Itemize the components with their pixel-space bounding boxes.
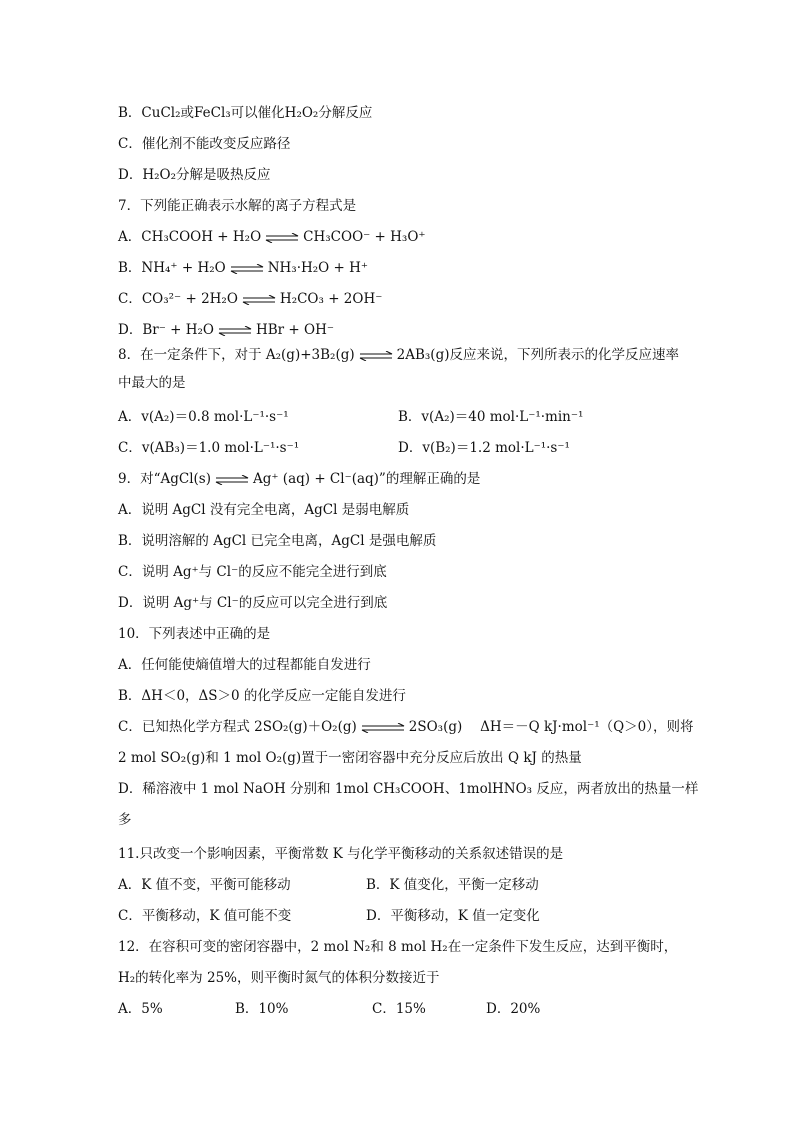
q8-option-a: A．v(A₂)＝0.8 mol·L⁻¹·s⁻¹ xyxy=(118,409,289,425)
q10-option-a: A．任何能使熵值增大的过程都能自发进行 xyxy=(118,657,371,673)
q8-stem-line2: 中最大的是 xyxy=(118,375,186,391)
q6-option-d: D．H₂O₂分解是吸热反应 xyxy=(118,167,271,183)
q10-stem: 10．下列表述中正确的是 xyxy=(118,626,271,642)
equilibrium-arrow-icon xyxy=(218,326,252,336)
q12-stem-line2: H₂的转化率为 25%，则平衡时氮气的体积分数接近于 xyxy=(118,970,440,986)
q9-stem: 9．对“AgCl(s) Ag⁺ (aq) + Cl⁻(aq)”的理解正确的是 xyxy=(118,471,481,487)
q6-option-c: C．催化剂不能改变反应路径 xyxy=(118,136,291,152)
q10-option-b: B．ΔH＜0，ΔS＞0 的化学反应一定能自发进行 xyxy=(118,688,406,704)
q8-option-c: C．v(AB₃)＝1.0 mol·L⁻¹·s⁻¹ xyxy=(118,440,300,456)
q11-stem: 11.只改变一个影响因素，平衡常数 K 与化学平衡移动的关系叙述错误的是 xyxy=(118,846,564,862)
q7-stem: 7．下列能正确表示水解的离子方程式是 xyxy=(118,198,357,214)
reaction-arrow-icon xyxy=(215,475,249,485)
reaction-arrow-icon xyxy=(359,351,393,361)
q6-option-b: B．CuCl₂或FeCl₃可以催化H₂O₂分解反应 xyxy=(118,105,373,121)
equilibrium-arrow-icon xyxy=(361,723,405,733)
equilibrium-arrow-icon xyxy=(230,264,264,274)
q9-option-b: B．说明溶解的 AgCl 已完全电离，AgCl 是强电解质 xyxy=(118,533,437,549)
q9-option-c: C．说明 Ag⁺与 Cl⁻的反应不能完全进行到底 xyxy=(118,564,387,580)
q8-option-b: B．v(A₂)＝40 mol·L⁻¹·min⁻¹ xyxy=(398,409,584,425)
q10-option-c-line2: 2 mol SO₂(g)和 1 mol O₂(g)置于一密闭容器中充分反应后放出 Q kJ 的热量 xyxy=(118,750,582,766)
q8-option-d: D．v(B₂)＝1.2 mol·L⁻¹·s⁻¹ xyxy=(398,440,570,456)
q10-option-d-line2: 多 xyxy=(118,812,132,828)
q9-option-d: D．说明 Ag⁺与 Cl⁻的反应可以完全进行到底 xyxy=(118,595,388,611)
q10-option-c: C．已知热化学方程式 2SO₂(g)＋O₂(g) 2SO₃(g) ΔH＝－Q kJ·mol⁻¹（Q＞0），则将 xyxy=(118,719,694,735)
q11-option-d: D．平衡移动，K 值一定变化 xyxy=(366,908,540,924)
q12-option-c: C．15% xyxy=(372,1001,426,1017)
q7-option-d: D．Br⁻ + H₂O HBr + OH⁻ xyxy=(118,322,334,338)
q11-option-b: B．K 值变化，平衡一定移动 xyxy=(366,877,539,893)
q12-stem: 12．在容积可变的密闭容器中，2 mol N₂和 8 mol H₂在一定条件下发生反应，达到平衡时， xyxy=(118,939,678,955)
q8-stem: 8．在一定条件下，对于 A₂(g)+3B₂(g) 2AB₃(g)反应来说，下列所表示的化学反应速率 xyxy=(118,347,679,363)
equilibrium-arrow-icon xyxy=(242,295,276,305)
q10-option-d: D．稀溶液中 1 mol NaOH 分别和 1mol CH₃COOH、1molHNO₃ 反应，两者放出的热量一样 xyxy=(118,781,699,797)
q7-option-b: B．NH₄⁺ + H₂O NH₃·H₂O + H⁺ xyxy=(118,260,369,276)
q12-option-d: D．20% xyxy=(486,1001,541,1017)
q11-option-c: C．平衡移动，K 值可能不变 xyxy=(118,908,292,924)
q12-option-a: A．5% xyxy=(118,1001,163,1017)
q11-option-a: A．K 值不变，平衡可能移动 xyxy=(118,877,291,893)
q9-option-a: A．说明 AgCl 没有完全电离，AgCl 是弱电解质 xyxy=(118,502,410,518)
q7-option-c: C．CO₃²⁻ + 2H₂O H₂CO₃ + 2OH⁻ xyxy=(118,291,383,307)
q7-option-a: A．CH₃COOH + H₂O CH₃COO⁻ + H₃O⁺ xyxy=(118,229,426,245)
equilibrium-arrow-icon xyxy=(265,233,299,243)
q12-option-b: B．10% xyxy=(235,1001,289,1017)
